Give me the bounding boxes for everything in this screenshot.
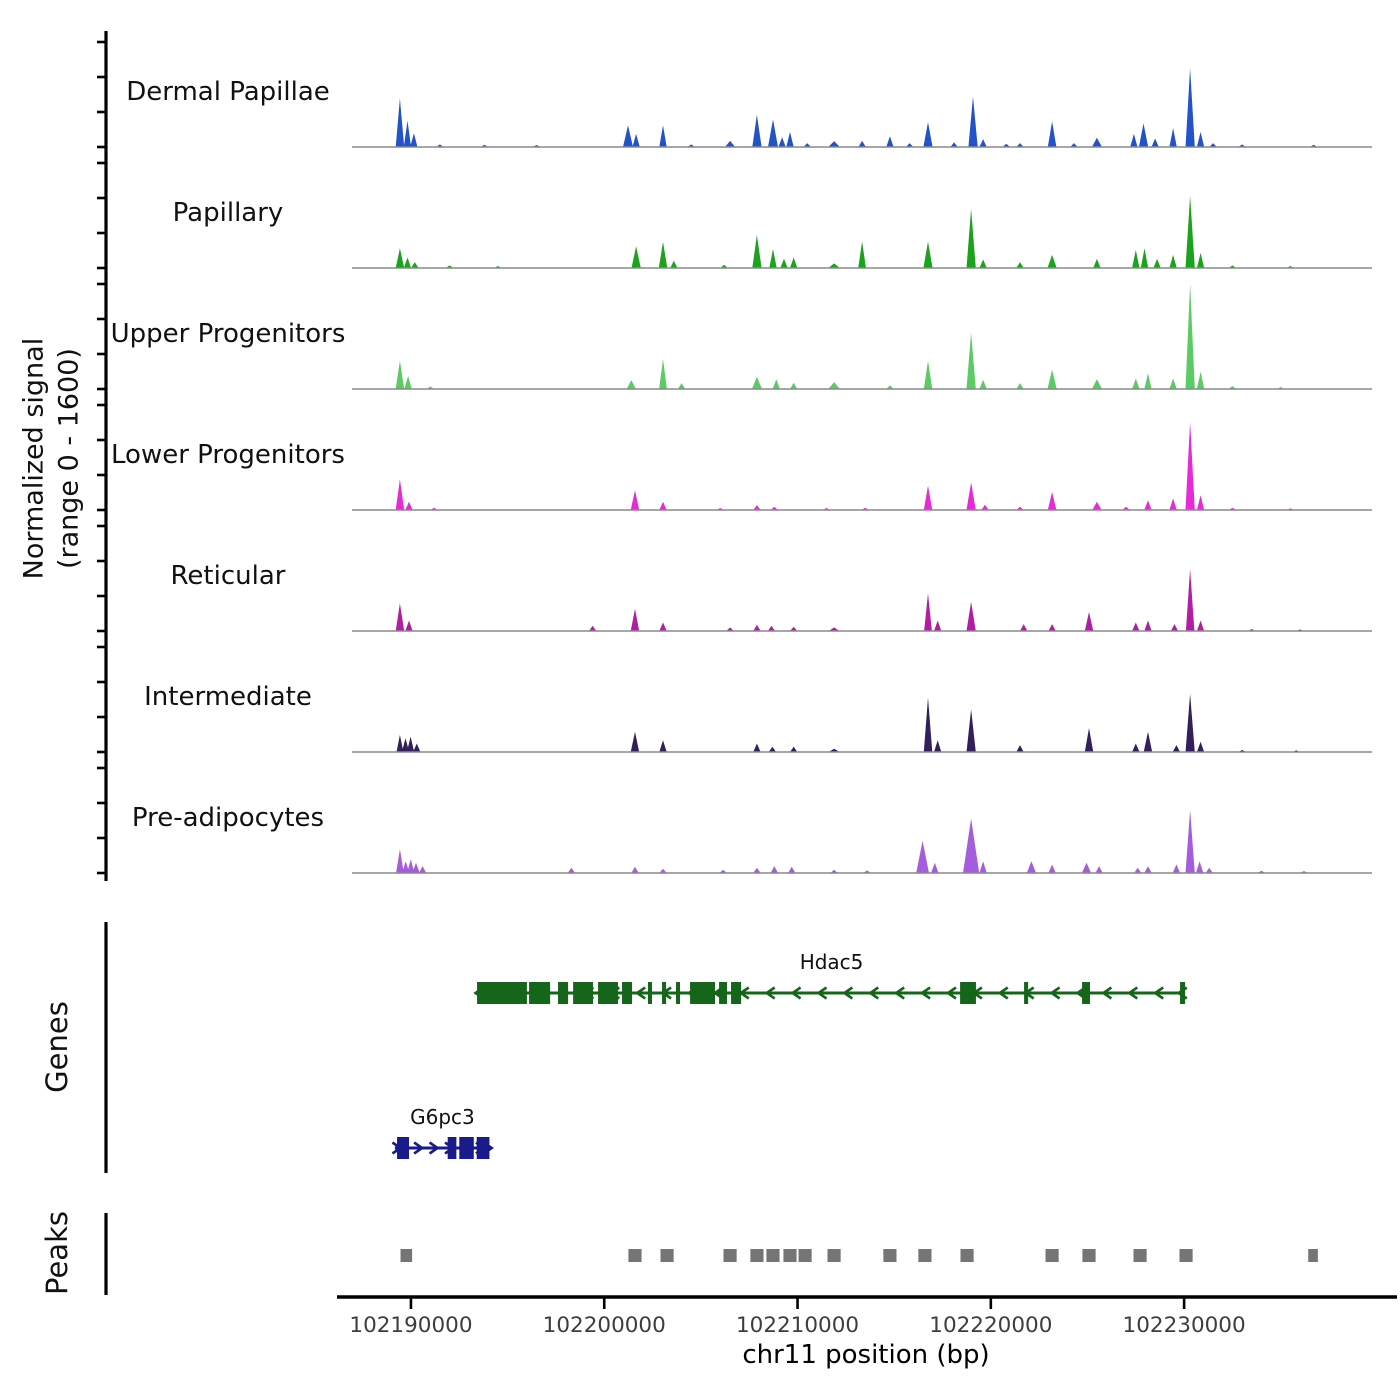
- peak-box: [750, 1249, 763, 1262]
- track-label-intermediate: Intermediate: [144, 682, 312, 712]
- signal-area-reticular: [352, 569, 1372, 631]
- gene-exon-hdac5: [731, 982, 741, 1004]
- signal-area-intermediate: [352, 694, 1372, 752]
- peak-box: [1046, 1249, 1059, 1262]
- gene-exon-hdac5: [1180, 982, 1185, 1004]
- peak-box: [401, 1249, 413, 1262]
- track-label-upper-progenitors: Upper Progenitors: [110, 319, 346, 349]
- track-label-reticular: Reticular: [170, 561, 286, 591]
- gene-exon-hdac5: [662, 982, 666, 1004]
- gene-exon-hdac5: [1082, 982, 1090, 1004]
- gene-exon-hdac5: [1024, 982, 1028, 1004]
- gene-exon-hdac5: [558, 982, 568, 1004]
- x-axis-tick-label: 102210000: [735, 1313, 860, 1338]
- signal-area-pre-adipocytes: [352, 810, 1372, 873]
- peak-box: [827, 1249, 840, 1262]
- track-label-lower-progenitors: Lower Progenitors: [111, 440, 345, 470]
- track-label-pre-adipocytes: Pre-adipocytes: [131, 803, 325, 833]
- peak-box: [1133, 1249, 1146, 1262]
- gene-exon-hdac5: [690, 982, 715, 1004]
- peak-box: [766, 1249, 779, 1262]
- peak-box: [724, 1249, 737, 1262]
- peak-box: [960, 1249, 973, 1262]
- gene-exon-hdac5: [573, 982, 593, 1004]
- y-axis-label: [17, 259, 86, 659]
- x-axis-tick-label: 102200000: [542, 1313, 666, 1338]
- y-axis-label-line1: Normalized signal: [18, 337, 50, 580]
- peak-box: [628, 1249, 641, 1262]
- gene-exon-hdac5: [529, 982, 550, 1004]
- peak-box: [918, 1249, 931, 1262]
- track-label-papillary: Papillary: [172, 198, 284, 228]
- x-axis-tick-label: 102190000: [349, 1313, 473, 1338]
- gene-exon-hdac5: [719, 982, 727, 1004]
- peak-box: [660, 1249, 673, 1262]
- signal-area-papillary: [352, 196, 1372, 268]
- peak-box: [1082, 1249, 1095, 1262]
- gene-exon-hdac5: [676, 982, 680, 1004]
- peaks-section-label: Peaks: [40, 1211, 74, 1295]
- gene-exon-hdac5: [598, 982, 618, 1004]
- genes-section-label: Genes: [40, 1001, 74, 1093]
- signal-area-lower-progenitors: [352, 422, 1372, 510]
- signal-area-upper-progenitors: [352, 284, 1372, 389]
- peak-box: [883, 1249, 896, 1262]
- gene-exon-hdac5: [648, 982, 652, 1004]
- signal-area-dermal-papillae: [352, 68, 1372, 147]
- gene-exon-g6pc3: [448, 1137, 457, 1159]
- gene-label-g6pc3: G6pc3: [410, 1105, 475, 1129]
- x-axis-tick-label: 102230000: [1122, 1313, 1246, 1338]
- gene-exon-g6pc3: [459, 1137, 473, 1159]
- x-axis-tick-label: 102220000: [929, 1313, 1053, 1338]
- peak-box: [1179, 1249, 1192, 1262]
- gene-label-hdac5: Hdac5: [799, 950, 864, 974]
- peak-box: [783, 1249, 796, 1262]
- peak-box: [1308, 1249, 1318, 1262]
- x-axis-title: chr11 position (bp): [742, 1340, 990, 1370]
- peak-box: [799, 1249, 812, 1262]
- gene-exon-hdac5: [960, 982, 976, 1004]
- track-label-dermal-papillae: Dermal Papillae: [126, 77, 330, 107]
- y-axis-label-line2: (range 0 - 1600): [53, 348, 84, 570]
- gene-exon-g6pc3: [397, 1137, 409, 1159]
- gene-exon-hdac5: [622, 982, 632, 1004]
